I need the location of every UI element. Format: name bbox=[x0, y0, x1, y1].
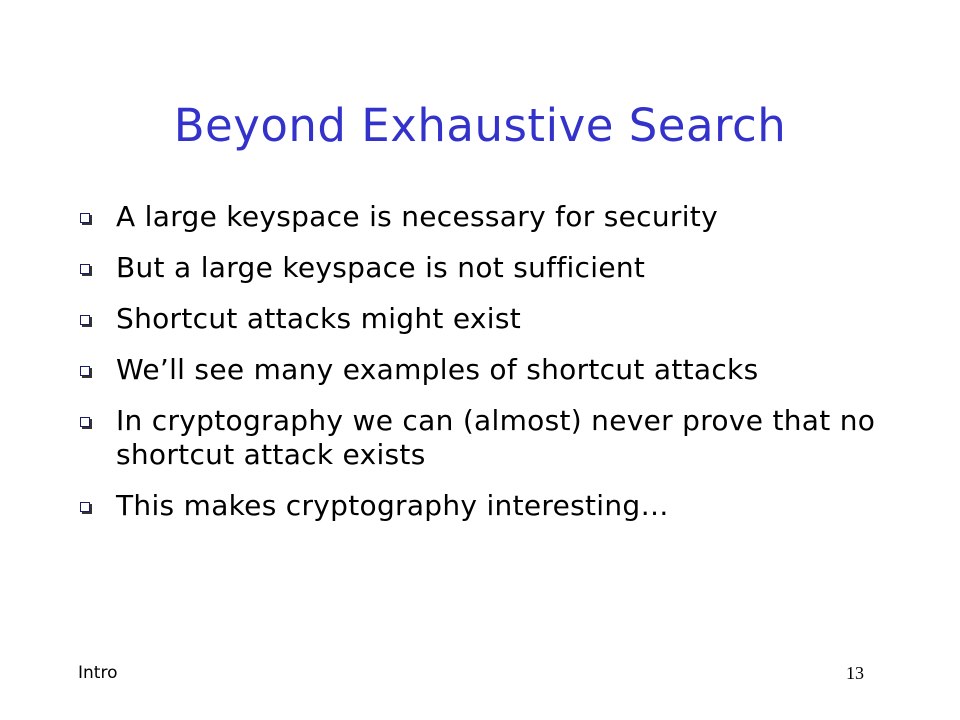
bullet-text: We’ll see many examples of shortcut attacks bbox=[116, 353, 759, 386]
bullet-text: But a large keyspace is not sufficient bbox=[116, 251, 646, 284]
bullet-text: This makes cryptography interesting… bbox=[116, 489, 669, 522]
bullet-text: Shortcut attacks might exist bbox=[116, 302, 522, 335]
bullet-item bbox=[78, 200, 898, 234]
bullet-text: A large keyspace is necessary for security bbox=[116, 200, 718, 233]
bullet-item bbox=[78, 302, 898, 336]
slide-title: Beyond Exhaustive Search bbox=[173, 99, 787, 152]
square-bullet-icon bbox=[80, 366, 90, 376]
bullet-text: In cryptography we can (almost) never prove that no shortcut attack exists bbox=[116, 404, 876, 471]
bullet-item bbox=[78, 404, 898, 472]
square-bullet-icon bbox=[80, 417, 90, 427]
square-bullet-icon bbox=[80, 264, 90, 274]
page-number: 13 bbox=[846, 663, 864, 683]
square-bullet-icon bbox=[80, 315, 90, 325]
square-bullet-icon bbox=[80, 502, 90, 512]
square-bullet-icon bbox=[80, 213, 90, 223]
footer-section-label: Intro bbox=[78, 663, 118, 683]
bullet-item bbox=[78, 489, 898, 523]
bullet-item bbox=[78, 251, 898, 285]
bullet-item bbox=[78, 353, 898, 387]
bullet-list bbox=[78, 200, 898, 540]
